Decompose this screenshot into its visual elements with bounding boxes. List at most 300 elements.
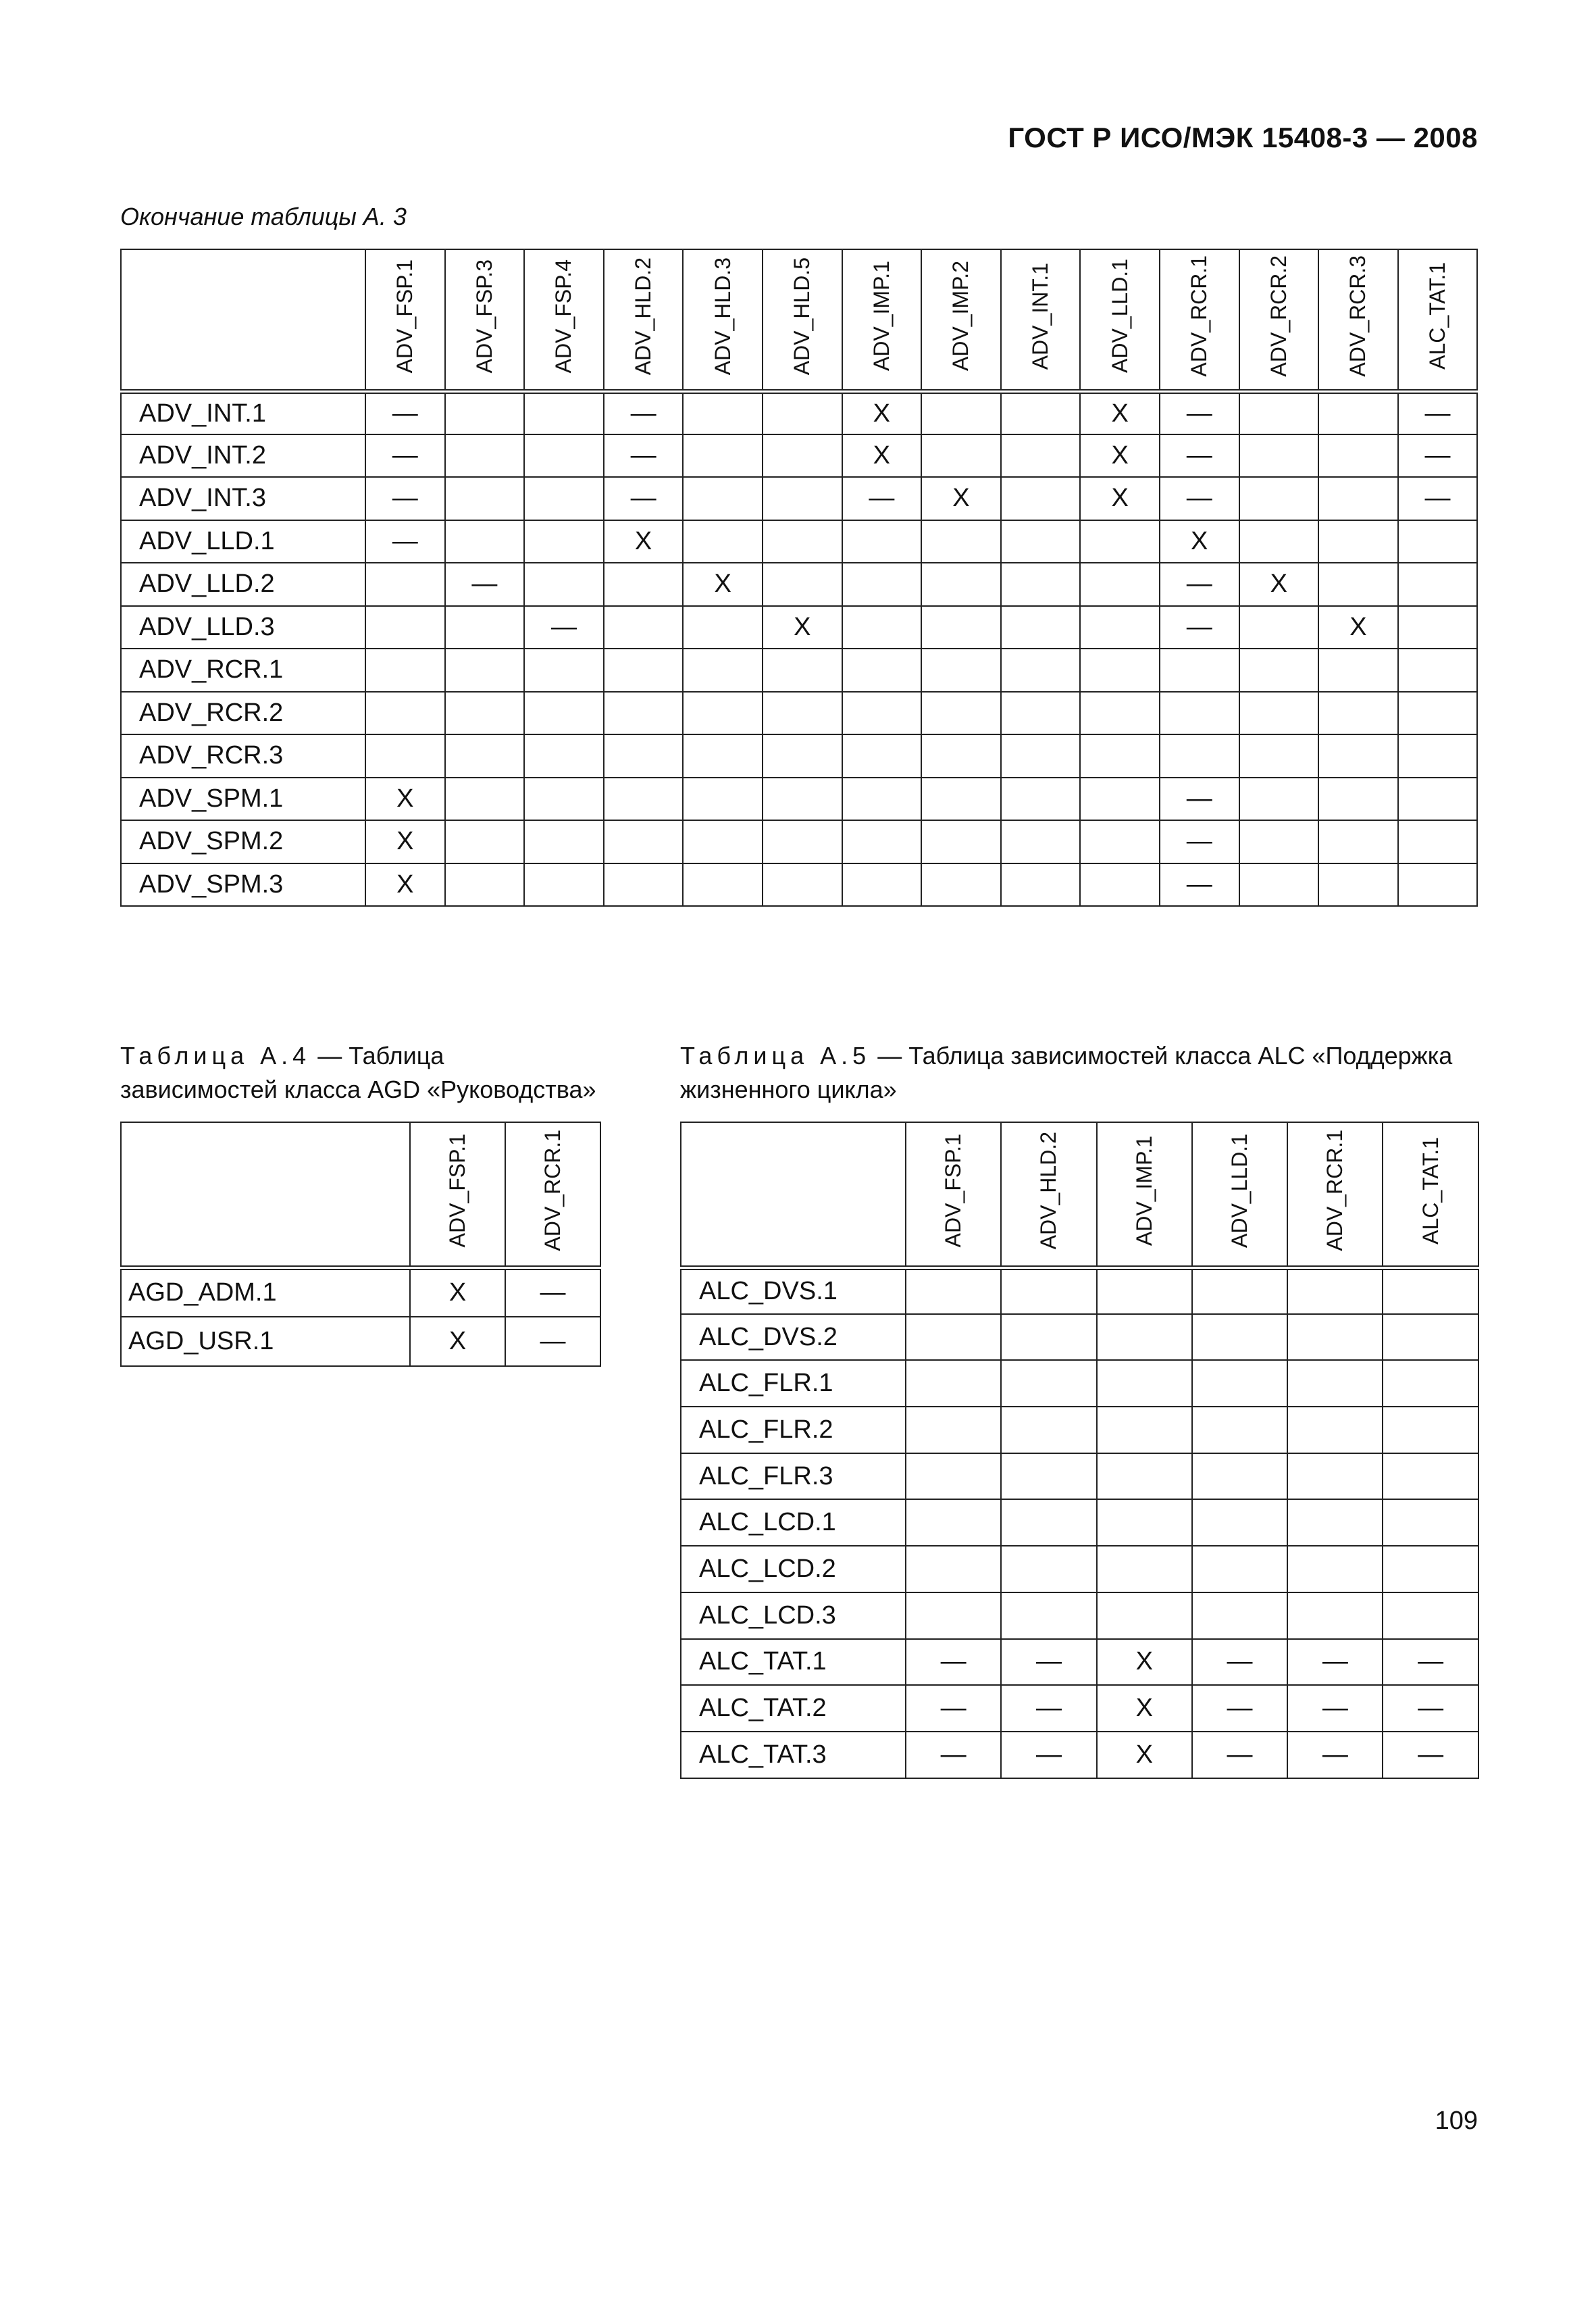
table-a5-cell: X <box>1097 1639 1192 1686</box>
table-a5-cell <box>1192 1453 1287 1500</box>
table-a3-cell <box>1001 606 1081 649</box>
table-a3-cell <box>1398 778 1478 821</box>
table-a4-header-row <box>121 1122 600 1267</box>
table-a5-cell <box>1383 1360 1478 1407</box>
table-a5-cell <box>1001 1499 1096 1546</box>
table-a5-column-label: ALC_TAT.1 <box>1418 1136 1443 1244</box>
table-a4 <box>120 1122 601 1367</box>
table-a3-cell <box>683 649 763 692</box>
table-a3-cell: — <box>1398 477 1478 520</box>
table-a3-cell: X <box>604 520 684 563</box>
table-a3-cell <box>1318 563 1398 606</box>
table-a3-column-label: ADV_IMP.2 <box>948 261 973 372</box>
table-a5-cell <box>1097 1407 1192 1453</box>
table-a5-cell <box>1001 1314 1096 1361</box>
table-a3-cell <box>365 606 445 649</box>
table-a5-column-label: ADV_RCR.1 <box>1322 1130 1347 1252</box>
table-a3-cell <box>1398 520 1478 563</box>
table-a3-cell <box>445 692 525 735</box>
table-a3-column-header <box>1080 249 1160 391</box>
table-a3-cell <box>604 863 684 907</box>
table-a3-cell <box>365 649 445 692</box>
table-a5-cell <box>1383 1546 1478 1592</box>
table-a3-column-label: ADV_RCR.2 <box>1266 255 1291 377</box>
table-a3-cell: X <box>1080 477 1160 520</box>
table-a3-row <box>121 391 1477 434</box>
table-a3-cell <box>604 649 684 692</box>
table-a3-row-label: ADV_LLD.3 <box>121 606 365 649</box>
table-a3-cell <box>1001 391 1081 434</box>
table-a5-row <box>681 1360 1478 1407</box>
table-a5-cell <box>906 1360 1001 1407</box>
table-a3-cell: X <box>1239 563 1319 606</box>
table-a3-cell: — <box>365 391 445 434</box>
table-a5-cell: — <box>1001 1685 1096 1732</box>
table-a3-cell <box>604 734 684 778</box>
table-a3-cell <box>1001 477 1081 520</box>
table-a3-cell <box>1160 734 1239 778</box>
table-a3-cell <box>1239 863 1319 907</box>
table-a3-row-label: ADV_RCR.3 <box>121 734 365 778</box>
table-a5-column-header <box>1383 1122 1478 1267</box>
table-a3-cell: X <box>842 434 922 478</box>
table-a3-cell <box>365 692 445 735</box>
table-a3-row <box>121 863 1477 907</box>
table-a3-row <box>121 477 1477 520</box>
table-a3-cell: X <box>1080 434 1160 478</box>
table-a5-row-label: ALC_FLR.2 <box>681 1407 906 1453</box>
table-a3-cell <box>1001 734 1081 778</box>
table-a5-cell: X <box>1097 1685 1192 1732</box>
table-a3-corner-cell <box>121 249 365 391</box>
table-a3-row-label: ADV_LLD.2 <box>121 563 365 606</box>
table-a5-corner-cell <box>681 1122 906 1267</box>
table-a3-cell <box>604 778 684 821</box>
table-a5-cell <box>1383 1407 1478 1453</box>
table-a4-row <box>121 1317 600 1366</box>
table-a3-column-label: ADV_HLD.3 <box>710 257 735 375</box>
table-a5-row-label: ALC_TAT.3 <box>681 1732 906 1778</box>
table-a3-cell <box>1239 434 1319 478</box>
table-a3-cell: — <box>1160 477 1239 520</box>
table-a3-cell <box>1080 820 1160 863</box>
table-a5-row <box>681 1407 1478 1453</box>
table-a3-cell <box>763 692 842 735</box>
table-a3-cell <box>1239 391 1319 434</box>
table-a3-cell <box>604 606 684 649</box>
table-a3-cell <box>921 563 1001 606</box>
table-a3-cell <box>365 734 445 778</box>
table-a3-cell <box>683 606 763 649</box>
table-a5-cell <box>906 1267 1001 1314</box>
table-a3-column-label: ADV_HLD.5 <box>790 257 815 375</box>
table-a3-cell <box>445 649 525 692</box>
table-a4-caption-label: Таблица А.4 <box>120 1042 311 1070</box>
table-a3-cell <box>1239 734 1319 778</box>
table-a5-cell <box>906 1546 1001 1592</box>
table-a3-cell <box>763 778 842 821</box>
table-a3-cell <box>1239 692 1319 735</box>
table-a5-row <box>681 1267 1478 1314</box>
table-a3-cell: X <box>1318 606 1398 649</box>
table-a5-cell: — <box>906 1685 1001 1732</box>
document-header: ГОСТ Р ИСО/МЭК 15408-3 — 2008 <box>1008 122 1478 153</box>
table-a5-row <box>681 1685 1478 1732</box>
table-a3-row <box>121 563 1477 606</box>
table-a5-row <box>681 1639 1478 1686</box>
table-a5-row-label: ALC_TAT.2 <box>681 1685 906 1732</box>
table-a3-cell <box>445 391 525 434</box>
table-a3-column-header <box>365 249 445 391</box>
table-a5-caption-label: Таблица А.5 <box>680 1042 871 1070</box>
table-a3-column-header <box>683 249 763 391</box>
table-a3-column-label: ADV_IMP.1 <box>869 261 894 372</box>
table-a3-cell <box>1001 820 1081 863</box>
table-a5-cell <box>906 1499 1001 1546</box>
table-a3-cell: — <box>1398 391 1478 434</box>
table-a5-cell: — <box>1287 1639 1383 1686</box>
table-a3-cell <box>683 434 763 478</box>
table-a3-cell <box>524 477 604 520</box>
table-a3-cell <box>763 391 842 434</box>
table-a3-cell: — <box>524 606 604 649</box>
table-a3-cell <box>921 606 1001 649</box>
table-a3-cell <box>1001 434 1081 478</box>
table-a5-cell: — <box>1287 1732 1383 1778</box>
table-a3-cell <box>1318 820 1398 863</box>
table-a3-cell <box>524 820 604 863</box>
table-a3-cell <box>1160 649 1239 692</box>
table-a3-cell <box>1318 477 1398 520</box>
table-a5-cell <box>906 1592 1001 1639</box>
table-a3-cell <box>1080 606 1160 649</box>
table-a3-cell <box>763 820 842 863</box>
table-a3-column-label: ADV_FSP.3 <box>471 259 496 373</box>
table-a3-cell <box>842 606 922 649</box>
table-a3-cell <box>763 649 842 692</box>
table-a3-cell <box>1318 863 1398 907</box>
table-a3-cell: X <box>683 563 763 606</box>
table-a4-cell: — <box>505 1267 600 1317</box>
table-a5-cell <box>1287 1267 1383 1314</box>
table-a3-cell <box>365 563 445 606</box>
table-a3-cell: — <box>1160 391 1239 434</box>
table-a5-cell <box>1287 1499 1383 1546</box>
table-a3-cell <box>683 820 763 863</box>
table-a3-cell <box>1398 692 1478 735</box>
table-a5-column-label: ADV_IMP.1 <box>1131 1135 1156 1246</box>
table-a3-cell <box>445 477 525 520</box>
table-a5-cell <box>1383 1314 1478 1361</box>
table-a5-column-header <box>1287 1122 1383 1267</box>
table-a5-column-label: ADV_FSP.1 <box>941 1134 966 1248</box>
table-a3-row-label: ADV_INT.2 <box>121 434 365 478</box>
table-a3-cell <box>1398 820 1478 863</box>
table-a3-cell <box>763 520 842 563</box>
table-a3-cell <box>1239 520 1319 563</box>
table-a3-cell <box>683 477 763 520</box>
table-a5-cell <box>1287 1453 1383 1500</box>
table-a3-column-header <box>1318 249 1398 391</box>
table-a3-cell <box>445 734 525 778</box>
table-a5-caption-text: — Таблица зависимостей класса ALC «Поддержка жизненного цикла» <box>680 1042 1453 1103</box>
table-a5-cell <box>1287 1314 1383 1361</box>
table-a3-cell: X <box>365 820 445 863</box>
table-a5-cell <box>1287 1360 1383 1407</box>
table-a3-cell <box>1239 606 1319 649</box>
table-a5-cell <box>906 1407 1001 1453</box>
table-a3-cell <box>1398 606 1478 649</box>
table-a3-cell: X <box>842 391 922 434</box>
table-a5-cell: X <box>1097 1732 1192 1778</box>
table-a3-cell <box>921 863 1001 907</box>
table-a3-row-label: ADV_INT.1 <box>121 391 365 434</box>
table-a3-cell: — <box>1160 563 1239 606</box>
table-a3-cell <box>1239 649 1319 692</box>
table-a5-row-label: ALC_FLR.3 <box>681 1453 906 1500</box>
table-a3-column-header <box>1398 249 1478 391</box>
table-a5-cell: — <box>1001 1732 1096 1778</box>
table-a3-cell: — <box>604 391 684 434</box>
table-a3-header-row <box>121 249 1477 391</box>
table-a3-row-label: ADV_RCR.1 <box>121 649 365 692</box>
table-a5-cell: — <box>1001 1639 1096 1686</box>
table-a5-cell <box>1383 1592 1478 1639</box>
table-a3-cell: — <box>604 434 684 478</box>
table-a5-cell: — <box>1192 1685 1287 1732</box>
table-a4-row-label: AGD_USR.1 <box>121 1317 410 1366</box>
table-a5-column-header <box>1097 1122 1192 1267</box>
table-a3-cell <box>445 863 525 907</box>
table-a3-column-label: ADV_FSP.1 <box>392 259 417 373</box>
table-a3-cell <box>1239 477 1319 520</box>
table-a3-cell <box>1160 692 1239 735</box>
table-a3-cell <box>1080 692 1160 735</box>
table-a5-row-label: ALC_TAT.1 <box>681 1639 906 1686</box>
table-a3-cell <box>1001 863 1081 907</box>
table-a3-cell: — <box>1398 434 1478 478</box>
table-a3-cell <box>524 692 604 735</box>
table-a5-column-header <box>1192 1122 1287 1267</box>
table-a3-cell <box>683 391 763 434</box>
table-a5-cell <box>1192 1546 1287 1592</box>
table-a3-column-label: ADV_RCR.1 <box>1187 255 1212 377</box>
table-a5-cell <box>1001 1453 1096 1500</box>
table-a3-cell <box>524 563 604 606</box>
table-a3-cell <box>604 692 684 735</box>
table-a5-cell <box>1287 1407 1383 1453</box>
table-a3-column-label: ADV_HLD.2 <box>631 257 656 375</box>
table-a3-column-header <box>445 249 525 391</box>
table-a3-cell <box>604 820 684 863</box>
table-a3-cell <box>921 820 1001 863</box>
table-a3-cell <box>1318 778 1398 821</box>
table-a3-cell: X <box>1160 520 1239 563</box>
table-a5-row-label: ALC_LCD.2 <box>681 1546 906 1592</box>
table-a5-cell <box>1192 1499 1287 1546</box>
table-a3-cell <box>842 649 922 692</box>
table-a3-cell: — <box>1160 863 1239 907</box>
table-a5-cell <box>1192 1407 1287 1453</box>
table-a5-row-label: ALC_LCD.1 <box>681 1499 906 1546</box>
table-a3-cell <box>921 692 1001 735</box>
table-a5-cell <box>906 1453 1001 1500</box>
table-a4-column-header <box>410 1122 505 1267</box>
table-a3-cell <box>921 778 1001 821</box>
table-a3-cell: X <box>365 778 445 821</box>
table-a4-column-label: ADV_RCR.1 <box>540 1130 565 1252</box>
table-a3-cell <box>1080 520 1160 563</box>
page-number: 109 <box>1435 2107 1478 2135</box>
table-a3-row-label: ADV_SPM.1 <box>121 778 365 821</box>
table-a3-cell <box>842 692 922 735</box>
table-a3-cell <box>445 520 525 563</box>
table-a4-corner-cell <box>121 1122 410 1267</box>
table-a3-cell <box>1001 692 1081 735</box>
table-a5-cell <box>1097 1267 1192 1314</box>
table-a5-row-label: ALC_FLR.1 <box>681 1360 906 1407</box>
table-a5-cell <box>1001 1267 1096 1314</box>
table-a3-cell <box>1080 734 1160 778</box>
table-a5-cell <box>1383 1453 1478 1500</box>
table-a3-cell <box>1080 778 1160 821</box>
table-a5-cell <box>1097 1314 1192 1361</box>
table-a3-cell: — <box>365 520 445 563</box>
table-a3-cell <box>1318 520 1398 563</box>
table-a3-cell: — <box>1160 606 1239 649</box>
table-a3-column-label: ADV_RCR.3 <box>1345 255 1370 377</box>
table-a3-column-label: ADV_LLD.1 <box>1107 259 1132 374</box>
table-a3-cell: — <box>1160 778 1239 821</box>
table-a5-cell: — <box>1192 1732 1287 1778</box>
table-a5-cell: — <box>906 1732 1001 1778</box>
table-a3-cell <box>921 520 1001 563</box>
table-a3-cell <box>763 477 842 520</box>
table-a3-column-header <box>842 249 922 391</box>
table-a5-row <box>681 1314 1478 1361</box>
table-a3-cell <box>1001 649 1081 692</box>
table-a3-cell: X <box>1080 391 1160 434</box>
table-a3-row <box>121 434 1477 478</box>
table-a3-cell <box>1318 391 1398 434</box>
table-a3-cell <box>921 391 1001 434</box>
table-a5-row <box>681 1546 1478 1592</box>
table-a3-cell <box>1318 734 1398 778</box>
table-a5-cell <box>1001 1407 1096 1453</box>
table-a3-row-label: ADV_LLD.1 <box>121 520 365 563</box>
table-a5-cell <box>906 1314 1001 1361</box>
table-a3-cell <box>1001 778 1081 821</box>
table-a3-cell: — <box>1160 820 1239 863</box>
table-a3-cell: — <box>365 477 445 520</box>
table-a3-cell <box>1318 692 1398 735</box>
table-a5-cell <box>1001 1546 1096 1592</box>
table-a3-cell <box>763 563 842 606</box>
table-a3-cell <box>1080 649 1160 692</box>
table-a3-cell: — <box>1160 434 1239 478</box>
table-a3-cell <box>921 734 1001 778</box>
table-a3-cell <box>842 563 922 606</box>
table-a3-cell <box>445 778 525 821</box>
table-a3-column-header <box>524 249 604 391</box>
table-a5-cell <box>1001 1592 1096 1639</box>
table-a3-caption: Окончание таблицы А. 3 <box>120 203 407 230</box>
table-a3-cell <box>842 863 922 907</box>
table-a3-column-label: ADV_INT.1 <box>1028 262 1053 370</box>
table-a5-cell: — <box>1192 1639 1287 1686</box>
table-a3-cell <box>763 434 842 478</box>
table-a3-row <box>121 820 1477 863</box>
table-a3-cell <box>524 778 604 821</box>
table-a3-cell <box>524 520 604 563</box>
table-a3-cell <box>445 820 525 863</box>
table-a3-cell <box>1318 434 1398 478</box>
table-a3-cell <box>763 734 842 778</box>
table-a3-cell <box>1398 649 1478 692</box>
table-a5-cell: — <box>906 1639 1001 1686</box>
table-a4-caption <box>120 1039 607 1107</box>
table-a3-cell: X <box>763 606 842 649</box>
table-a3-cell: — <box>842 477 922 520</box>
table-a5-cell <box>1192 1267 1287 1314</box>
table-a3-row-label: ADV_SPM.2 <box>121 820 365 863</box>
table-a3-cell <box>683 778 763 821</box>
table-a3-cell <box>1398 563 1478 606</box>
table-a3-row <box>121 520 1477 563</box>
table-a3-cell <box>1398 863 1478 907</box>
table-a3-cell <box>1001 520 1081 563</box>
table-a3-column-header <box>763 249 842 391</box>
table-a3-cell: X <box>365 863 445 907</box>
table-a5-row-label: ALC_DVS.2 <box>681 1314 906 1361</box>
table-a4-column-header <box>505 1122 600 1267</box>
table-a3-cell <box>524 434 604 478</box>
table-a3-cell <box>1080 563 1160 606</box>
table-a5-cell: — <box>1383 1639 1478 1686</box>
table-a5-row-label: ALC_DVS.1 <box>681 1267 906 1314</box>
table-a5-cell <box>1287 1592 1383 1639</box>
table-a3-row <box>121 606 1477 649</box>
table-a3-row <box>121 692 1477 735</box>
table-a3-cell <box>683 520 763 563</box>
table-a5-cell <box>1097 1499 1192 1546</box>
table-a4-row-label: AGD_ADM.1 <box>121 1267 410 1317</box>
table-a5-cell <box>1192 1314 1287 1361</box>
table-a5-cell <box>1287 1546 1383 1592</box>
table-a3-cell <box>683 734 763 778</box>
table-a4-caption-text: — Таблица зависимостей класса AGD «Руководства» <box>120 1042 596 1103</box>
table-a3-cell: — <box>365 434 445 478</box>
table-a5-cell <box>1001 1360 1096 1407</box>
table-a3-cell <box>1239 778 1319 821</box>
table-a5-row <box>681 1732 1478 1778</box>
table-a5-column-label: ADV_HLD.2 <box>1036 1132 1061 1250</box>
table-a3-column-header <box>1239 249 1319 391</box>
table-a5-column-label: ADV_LLD.1 <box>1227 1133 1252 1248</box>
table-a3-row <box>121 778 1477 821</box>
table-a3-column-header <box>921 249 1001 391</box>
table-a3-cell <box>921 649 1001 692</box>
table-a3-cell <box>763 863 842 907</box>
table-a3-cell <box>1239 820 1319 863</box>
table-a3-column-label: ADV_FSP.4 <box>551 259 576 373</box>
table-a3-cell: X <box>921 477 1001 520</box>
table-a3-cell <box>842 520 922 563</box>
table-a5-cell <box>1383 1267 1478 1314</box>
table-a4-cell: X <box>410 1267 505 1317</box>
table-a3-row-label: ADV_INT.3 <box>121 477 365 520</box>
table-a5-row <box>681 1453 1478 1500</box>
